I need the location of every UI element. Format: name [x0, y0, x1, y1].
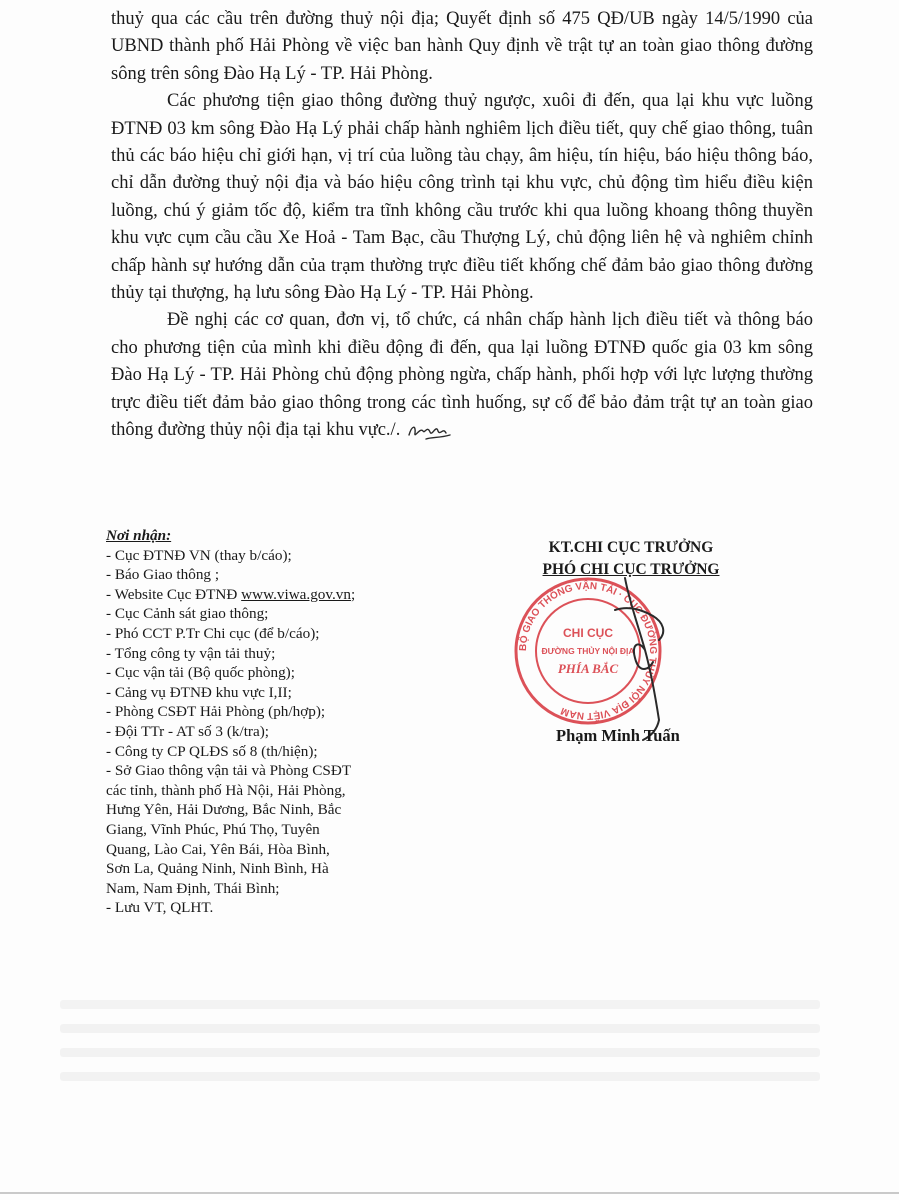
website-prefix: - Website Cục ĐTNĐ [106, 585, 242, 603]
recipients-list [106, 546, 406, 918]
recipient-item: - Cục ĐTNĐ VN (thay b/cáo); [106, 546, 292, 564]
document-body [111, 6, 813, 445]
recipients-heading: Nơi nhận: [106, 527, 172, 544]
paragraph-request-text: Đề nghị các cơ quan, đơn vị, tổ chức, cá nhân chấp hành lịch điều tiết và thông báo cho phương tiện của mình khi điều động đi đến, qua lại luồng ĐTNĐ quốc gia 03 km sông Đào Hạ Lý - TP. Hải Phòng chủ động phòng ngừa, chấp hành, phối hợp với lực lượng thường trực điều tiết đảm bảo giao thông trong các tình huống, sự cố để bảo đảm trật tự an toàn giao thông đường thủy nội địa tại khu vực./. [111, 310, 813, 441]
paragraph-continuation: thuỷ qua các cầu trên đường thuỷ nội địa; Quyết định số 475 QĐ/UB ngày 14/5/1990 của UBND thành phố Hải Phòng về việc ban hành Quy định về trật tự an toàn giao thông đường sông trên sông Đào Hạ Lý - TP. Hải Phòng. [111, 9, 813, 84]
recipient-item: Nam, Nam Định, Thái Bình; [106, 879, 280, 897]
recipient-item: - Phó CCT P.Tr Chi cục (để b/cáo); [106, 624, 320, 642]
seal-center-line-2: ĐƯỜNG THỦY NỘI ĐỊA [541, 646, 635, 656]
recipient-item: - Đội TTr - AT số 3 (k/tra); [106, 722, 269, 740]
recipient-item: - Cảng vụ ĐTNĐ khu vực I,II; [106, 683, 292, 701]
signature-title-line-1: KT.CHI CỤC TRƯỞNG [548, 539, 714, 556]
seal-ring-text: BỘ GIAO THÔNG VẬN TẢI · CỤC ĐƯỜNG THỦY NỘI ĐỊA VIỆT NAM [517, 580, 659, 722]
website-link[interactable]: www.viwa.gov.vn [241, 585, 351, 603]
paragraph-vessel-rules: Các phương tiện giao thông đường thuỷ ngược, xuôi đi đến, qua lại khu vực luồng ĐTNĐ 03 km sông Đào Hạ Lý phải chấp hành nghiêm lịch điều tiết, quy chế giao thông, tuân thủ các báo hiệu chỉ giới hạn, vị trí của luồng tàu chạy, âm hiệu, tín hiệu, báo hiệu thông báo, chỉ dẫn đường thuỷ nội địa và báo hiệu công trình tại khu vực, chủ động tìm hiểu điều kiện luồng, chú ý giảm tốc độ, kiểm tra tĩnh không cầu trước khi qua luồng khoang thông thuyền khu vực cụm cầu cầu Xe Hoả - Tam Bạc, cầu Thượng Lý, chủ động liên hệ và nghiêm chỉnh chấp hành sự hướng dẫn của trạm thường trực điều tiết khống chế đảm bảo giao thông đường thủy tại thượng, hạ lưu sông Đào Hạ Lý - TP. Hải Phòng. [111, 91, 813, 304]
recipient-item: - Phòng CSĐT Hải Phòng (ph/hợp); [106, 703, 326, 721]
seal-center-line-3: PHÍA BẮC [557, 661, 619, 676]
website-suffix: ; [350, 585, 356, 603]
recipient-item: các tỉnh, thành phố Hà Nội, Hải Phòng, [106, 781, 346, 799]
recipient-item: - Cục vận tải (Bộ quốc phòng); [106, 664, 295, 682]
recipient-item: - Báo Giao thông ; [106, 566, 220, 584]
recipient-item: - Cục Cảnh sát giao thông; [106, 605, 269, 623]
seal-center-line-1: CHI CỤC [563, 626, 613, 640]
paragraph-request [111, 307, 813, 444]
signer-name: Phạm Minh Tuấn [556, 726, 680, 745]
recipient-item: Giang, Vĩnh Phúc, Phú Thọ, Tuyên [106, 820, 320, 838]
recipient-item: Hưng Yên, Hải Dương, Bắc Ninh, Bắc [106, 801, 342, 819]
recipient-item: Sơn La, Quảng Ninh, Ninh Bình, Hà [106, 860, 329, 878]
signature-title-line-2: PHÓ CHI CỤC TRƯỞNG [542, 561, 720, 578]
show-through-bleed [60, 1000, 820, 1110]
recipient-item: Quang, Lào Cai, Yên Bái, Hòa Bình, [106, 840, 330, 858]
recipient-item-website [106, 585, 406, 605]
scan-edge-line [0, 1192, 899, 1194]
handwritten-signature [555, 570, 695, 745]
recipient-item: - Công ty CP QLĐS số 8 (th/hiện); [106, 742, 318, 760]
recipients-block [106, 526, 406, 918]
recipient-item: - Tổng công ty vận tải thuỷ; [106, 644, 276, 662]
recipient-item: - Sở Giao thông vận tải và Phòng CSĐT [106, 762, 352, 780]
recipient-item: - Lưu VT, QLHT. [106, 899, 214, 917]
initials-mark [406, 419, 452, 441]
